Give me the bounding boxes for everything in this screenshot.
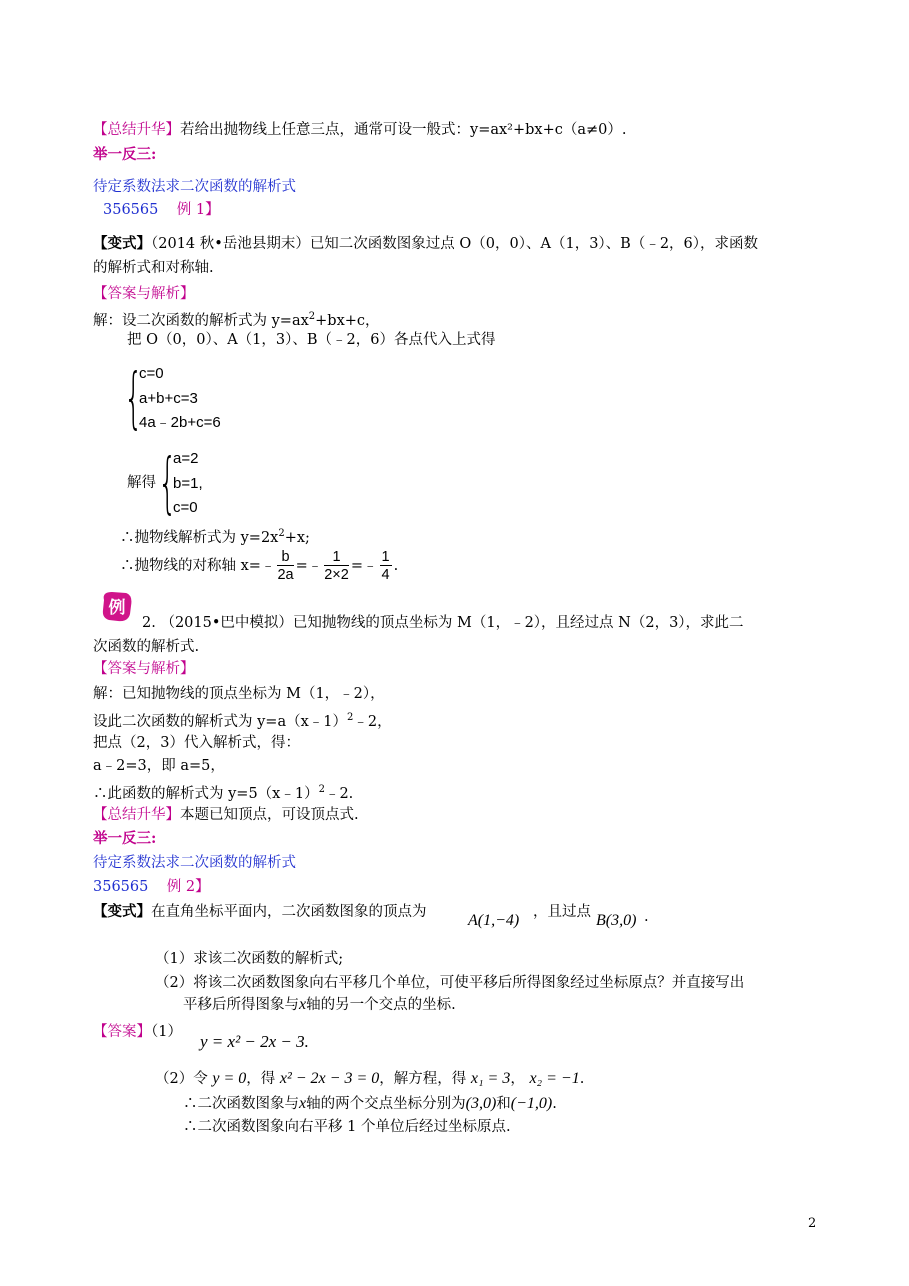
solution-1-line-1 bbox=[93, 307, 380, 331]
topic-link-1[interactable]: 待定系数法求二次函数的解析式 bbox=[93, 179, 296, 195]
sol-text: ∴此函数的解析式为 y=5（x﹣1） bbox=[93, 785, 319, 802]
denominator: 2a bbox=[277, 566, 294, 583]
ref-line-1[interactable] bbox=[103, 200, 220, 220]
page-number: 2 bbox=[808, 1216, 817, 1231]
ref-label: 例 1】 bbox=[176, 202, 220, 218]
variant-2-line-1 bbox=[93, 902, 427, 922]
question-1: （1）求该二次函数的解析式; bbox=[155, 951, 344, 967]
period: . bbox=[393, 558, 399, 574]
ans-text: （2）令 bbox=[155, 1071, 208, 1087]
answer-tag-2: 【答案与解析】 bbox=[93, 661, 195, 677]
ans-text: ，解方程，得 bbox=[379, 1071, 467, 1087]
ref-label: 例 2】 bbox=[166, 879, 210, 895]
variant-tag: 【变式】 bbox=[93, 903, 151, 920]
solution-2-line-2 bbox=[93, 708, 392, 732]
variant-1-line-2: 的解析式和对称轴. bbox=[93, 260, 214, 276]
numerator: b bbox=[277, 549, 293, 566]
system-2-eq-3: c=0 bbox=[173, 499, 198, 516]
solution-2-line-4: a﹣2=3，即 a=5， bbox=[93, 758, 225, 774]
system-1-eq-1: c=0 bbox=[139, 365, 164, 382]
fraction-b-over-2a bbox=[277, 549, 293, 584]
system-1-eq-2: a+b+c=3 bbox=[139, 390, 198, 407]
equation: (3,0) bbox=[465, 1095, 497, 1112]
sol-text: ﹣2. bbox=[324, 785, 354, 802]
example-2-line-1: 2. （2015•巴中模拟）已知抛物线的顶点坐标为 M（1，﹣2），且经过点 N（2，3），求此二 bbox=[142, 615, 744, 631]
x-variable: x bbox=[299, 1095, 307, 1112]
example-icon bbox=[100, 590, 134, 624]
fraction-1-over-2x2 bbox=[324, 549, 349, 584]
variant-text: （2014 秋•岳池县期末）已知二次函数图象过点 O（0，0）、A（1，3）、B（﹣2，6），求函数 bbox=[151, 236, 759, 252]
solution-2-line-1: 解：已知抛物线的顶点坐标为 M（1，﹣2）， bbox=[93, 686, 385, 702]
numerator: 1 bbox=[381, 548, 390, 565]
left-brace-1: { bbox=[124, 359, 143, 436]
solution-2-line-3: 把点（2，3）代入解析式，得： bbox=[93, 735, 300, 751]
equals: =﹣ bbox=[350, 558, 378, 574]
superscript: 2 bbox=[278, 528, 285, 539]
jyfs-heading-1: 举一反三: bbox=[93, 146, 157, 163]
solution-1-line-2: 把 O（0，0）、A（1，3）、B（﹣2，6）各点代入上式得 bbox=[127, 332, 496, 348]
period: . bbox=[304, 1032, 309, 1051]
ans-text: 轴的两个交点坐标分别为 bbox=[306, 1096, 466, 1112]
solve-label: 解得 bbox=[127, 475, 156, 491]
summary-line-2 bbox=[93, 805, 359, 825]
variant-1-line-1 bbox=[93, 234, 758, 254]
answer-3-line-1 bbox=[93, 1022, 182, 1042]
x-variable: x bbox=[299, 996, 307, 1013]
denominator: 4 bbox=[381, 566, 390, 583]
point-a: A(1,−4) bbox=[468, 912, 520, 929]
answer-tag-3: 【答案】 bbox=[93, 1024, 151, 1040]
superscript: 2 bbox=[318, 784, 325, 795]
ans-text: ，得 bbox=[246, 1071, 276, 1087]
variant-2-text-b: ，且过点 bbox=[533, 904, 591, 920]
q-text: 轴的另一个交点的坐标. bbox=[306, 997, 456, 1013]
system-2-eq-1: a=2 bbox=[173, 450, 199, 467]
variant-tag: 【变式】 bbox=[93, 235, 151, 252]
system-2-eq-2: b=1, bbox=[173, 475, 203, 492]
ans-text: 和 bbox=[496, 1096, 511, 1112]
variant-2-period: . bbox=[644, 909, 649, 925]
summary-tag: 【总结升华】 bbox=[93, 807, 180, 823]
left-brace-2: { bbox=[158, 444, 177, 521]
equation: y = x² − 2x − 3 bbox=[200, 1032, 305, 1051]
ref-line-2[interactable] bbox=[93, 877, 210, 897]
period: . bbox=[552, 1096, 557, 1112]
equation: x₂ = −1 bbox=[529, 1070, 580, 1087]
solution-2-line-5 bbox=[93, 780, 353, 804]
superscript: 2 bbox=[347, 712, 354, 723]
sol-text: 解：设二次函数的解析式为 y=ax bbox=[93, 312, 309, 329]
point-b: B(3,0) bbox=[596, 912, 637, 929]
sol-text: ﹣2， bbox=[353, 713, 392, 730]
equation: x₁ = 3 bbox=[470, 1070, 511, 1087]
equation: (−1,0) bbox=[510, 1095, 553, 1112]
answer-3-line-2 bbox=[155, 1069, 584, 1089]
summary-text: 若给出抛物线上任意三点，通常可设一般式：y=ax²+bx+c（a≠0）. bbox=[180, 122, 627, 138]
result-text: ∴抛物线解析式为 y=2x bbox=[120, 529, 279, 546]
answer-3-line-4: ∴二次函数图象向右平移 1 个单位后经过坐标原点. bbox=[183, 1119, 511, 1135]
question-2-line-1: （2）将该二次函数图象向右平移几个单位，可使平移后所得图象经过坐标原点？并直接写出 bbox=[155, 975, 745, 991]
question-2-line-2 bbox=[183, 995, 456, 1015]
example-icon-label: 例 bbox=[108, 598, 126, 618]
answer-eq-1 bbox=[200, 1032, 309, 1052]
axis-of-symmetry-line bbox=[120, 544, 398, 588]
answer-tag-1: 【答案与解析】 bbox=[93, 286, 195, 302]
ans-text: ， bbox=[510, 1071, 525, 1087]
system-1-eq-3: 4a﹣2b+c=6 bbox=[139, 414, 221, 431]
denominator: 2×2 bbox=[324, 566, 349, 583]
ref-code: 356565 bbox=[93, 879, 149, 895]
superscript: 2 bbox=[308, 311, 316, 322]
ref-code: 356565 bbox=[103, 202, 159, 218]
summary-tag: 【总结升华】 bbox=[93, 122, 180, 138]
summary-line-1 bbox=[93, 120, 626, 140]
example-2-line-2: 次函数的解析式. bbox=[93, 639, 200, 655]
q-text: 平移后所得图象与 bbox=[183, 997, 299, 1013]
variant-text: 在直角坐标平面内，二次函数图象的顶点为 bbox=[151, 904, 427, 920]
jyfs-heading-2: 举一反三: bbox=[93, 830, 157, 847]
sol-text: 设此二次函数的解析式为 y=a（x﹣1） bbox=[93, 713, 347, 730]
equation: y = 0 bbox=[212, 1070, 247, 1087]
result-text: ∴抛物线的对称轴 x=﹣ bbox=[120, 558, 276, 574]
result-text: +x; bbox=[284, 529, 310, 546]
period: . bbox=[579, 1071, 585, 1087]
equals: =﹣ bbox=[295, 558, 323, 574]
answer-part-1: （1） bbox=[151, 1024, 182, 1040]
topic-link-2[interactable]: 待定系数法求二次函数的解析式 bbox=[93, 855, 296, 871]
equation: x² − 2x − 3 = 0 bbox=[279, 1070, 380, 1087]
sol-text: +bx+c， bbox=[315, 312, 380, 329]
summary-text: 本题已知顶点，可设顶点式. bbox=[180, 807, 359, 823]
answer-3-line-3 bbox=[183, 1094, 557, 1114]
fraction-1-over-4 bbox=[380, 549, 392, 584]
ans-text: ∴二次函数图象与 bbox=[183, 1096, 299, 1112]
numerator: 1 bbox=[324, 549, 349, 566]
